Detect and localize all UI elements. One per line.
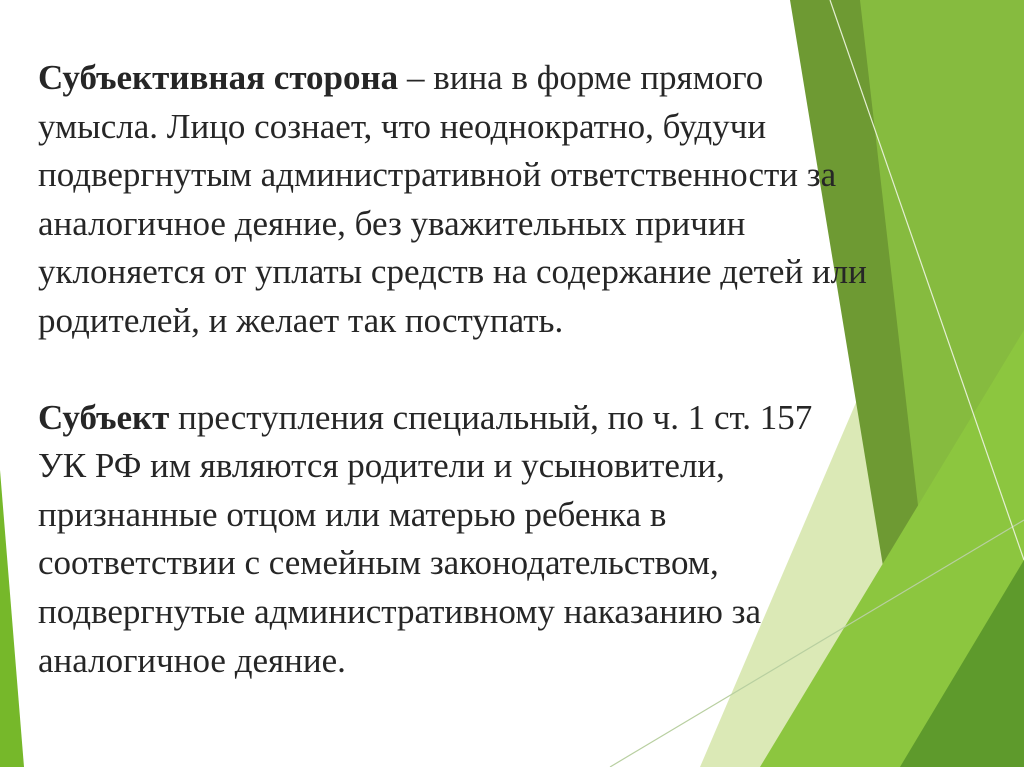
text-line: родителей, и желает так поступать. (38, 300, 564, 340)
text-line: аналогичное деяние, без уважительных причин (38, 203, 746, 243)
text-line: признанные отцом или матерью ребенка в (38, 494, 667, 534)
text-line: УК РФ им являются родители и усыновители, (38, 446, 725, 486)
text-line: подвергнутым административной ответственности за (38, 155, 837, 195)
text-line (38, 54, 998, 103)
text-line: подвергнутые административному наказанию за (38, 591, 762, 631)
slide-text (38, 54, 998, 685)
bold-term: Субъект (38, 397, 170, 437)
text-fragment: преступления специальный, по ч. 1 ст. 157 (169, 397, 813, 437)
paragraph-subjective-side (38, 54, 998, 346)
text-line (38, 394, 998, 443)
bold-term: Субъективная сторона (38, 58, 399, 97)
paragraph-subject (38, 394, 998, 686)
text-line: уклоняется от уплаты средств на содержание детей или (38, 252, 867, 292)
text-line: аналогичное деяние. (38, 640, 346, 680)
left-green-sliver (0, 470, 24, 767)
text-line: соответствии с семейным законодательством, (38, 543, 719, 583)
text-line: умысла. Лицо сознает, что неоднократно, будучи (38, 106, 767, 146)
text-fragment: – вина в форме прямого (398, 58, 764, 97)
